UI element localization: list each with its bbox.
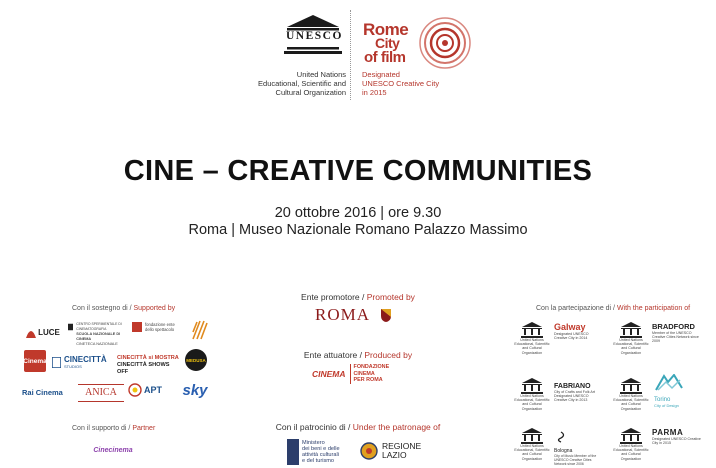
cinecitta-mostra-logo: CINECITTÀ si MOSTRA CINECITTÀ SHOWS OFF xyxy=(117,355,179,375)
regione-lazio-logo: REGIONE LAZIO xyxy=(360,441,432,461)
bradford-logo: BRADFORD Member of the UNESCO Creative Cities Network since 2009 xyxy=(652,322,699,344)
page-title: CINE – CREATIVE COMMUNITIES xyxy=(123,155,593,187)
medusa-logo: MEDUSA xyxy=(185,349,207,371)
unesco-temple-icon xyxy=(620,322,642,338)
galway-logo: Galway Designated UNESCO Creative City in 2014 xyxy=(554,322,589,341)
unesco-temple-icon xyxy=(620,378,642,394)
rome-title-line2: City xyxy=(375,35,400,51)
roma-logo: ROMA xyxy=(315,305,405,325)
patronage-caption: Con il patrocinio di / Under the patronage of xyxy=(275,422,441,432)
cinecinema-logo: Cinecinema xyxy=(93,446,133,454)
apt-mark-icon xyxy=(128,383,142,397)
bologna-unesco-mark: United Nations Educational, Scientific and Cultural Organization xyxy=(513,428,551,461)
header-divider xyxy=(350,10,352,100)
unesco-word: UNESCO xyxy=(286,30,343,42)
rai-cinema-logo: Rai Cinema xyxy=(22,387,63,397)
unesco-temple-icon xyxy=(521,322,543,338)
film-reel-icon xyxy=(418,16,472,70)
rome-title-line3: of film xyxy=(364,49,406,66)
luce-logo: LUCE xyxy=(22,322,62,342)
unesco-temple-icon xyxy=(521,428,543,444)
producer-caption: Ente attuatore / Produced by xyxy=(303,350,413,360)
bradford-unesco-mark: United Nations Educational, Scientific and Cultural Organization xyxy=(612,322,650,355)
fondazione-mark-icon xyxy=(132,322,142,332)
csc-mark-icon xyxy=(68,322,73,332)
rome-title-line1: Rome xyxy=(363,20,409,39)
designation-text: Designated UNESCO Creative City in 2015 xyxy=(362,70,440,97)
orange-lines-logo xyxy=(192,320,208,340)
fondazione-cinema-roma-logo: CINEMA FONDAZIONE CINEMA PER ROMA xyxy=(312,364,390,383)
participation-caption: Con la partecipazione di / With the participation of xyxy=(536,305,691,312)
torino-pattern-icon xyxy=(654,374,684,392)
apt-logo: APT xyxy=(128,383,176,397)
torino-logo: Torino City of Design xyxy=(654,374,698,408)
fabriano-logo: FABRIANO City of Crafts and Folk Art Designated UNESCO Creative City in 2013 xyxy=(554,383,595,403)
fabriano-unesco-mark: United Nations Educational, Scientific and Cultural Organization xyxy=(513,378,551,411)
event-venue: Roma | Museo Nazionale Romano Palazzo Massimo xyxy=(188,222,528,238)
stripes-icon xyxy=(192,320,208,340)
cinecitta-logo: CINECITTÀ STUDIOS xyxy=(52,355,112,369)
parma-logo: PARMA Designated UNESCO Creative City in 2015 xyxy=(652,428,701,446)
unesco-name: United Nations Educational, Scientific and Cultural Organization xyxy=(258,70,346,97)
support-caption: Con il sostegno di / Supported by xyxy=(72,305,176,312)
anica-logo: ANICA xyxy=(78,384,124,402)
sky-logo: sky xyxy=(182,381,208,399)
roma-shield-icon xyxy=(380,308,392,323)
unesco-temple-icon xyxy=(620,428,642,444)
bologna-clef-icon xyxy=(554,431,568,443)
torino-unesco-mark: United Nations Educational, Scientific and Cultural Organization xyxy=(612,378,650,411)
mibact-mark-icon xyxy=(287,439,299,465)
fondazione-logo: fondazione ente dello spettacolo xyxy=(132,322,184,332)
event-date: 20 ottobre 2016 | ore 9.30 xyxy=(274,205,442,221)
cinema-roma-logo: Cinema xyxy=(24,350,46,372)
csc-logo: CENTRO SPERIMENTALE DI CINEMATOGRAFIA SCUOLA NAZIONALE DI CINEMA CINETECA NAZIONALE xyxy=(68,322,126,347)
lazio-emblem-icon xyxy=(360,441,378,461)
bologna-logo: Bologna City of Music Member of the UNESCO Creative Cities Network since 2006 xyxy=(554,430,598,466)
mibact-logo: Ministero dei beni e delle attività culturali e del turismo xyxy=(287,438,349,466)
unesco-temple-icon xyxy=(521,378,543,394)
luce-mark-icon xyxy=(24,324,38,340)
partner-caption: Con il supporto di / Partner xyxy=(72,425,156,432)
promoter-caption: Ente promotore / Promoted by xyxy=(301,292,415,302)
galway-unesco-mark: United Nations Educational, Scientific and Cultural Organization xyxy=(513,322,551,355)
parma-unesco-mark: United Nations Educational, Scientific and Cultural Organization xyxy=(612,428,650,461)
